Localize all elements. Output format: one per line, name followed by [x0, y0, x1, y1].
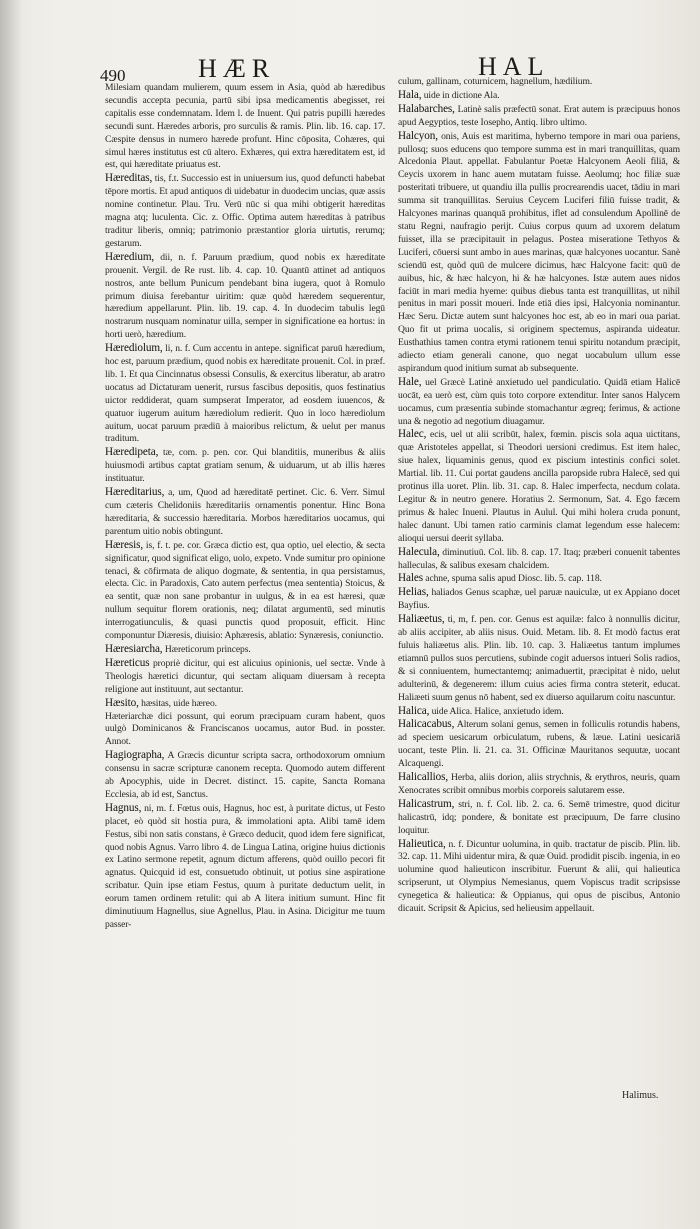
entry-definition: culum, gallinam, coturnicem, hagnellum, hædilium. — [398, 76, 593, 87]
entry-headword: Halecula, — [398, 545, 440, 558]
entry-headword: Hæredipeta, — [105, 446, 159, 459]
entry-definition: dii, n. f. Paruum prædium, quod nobis ex hæreditate prouenit. Vergil. de Re rust. lib. 4. cap. 10. Quantū attinet ad antiquos nostros, ante bellum Punicum pendebant bina iugera, quot à Romulo primum diuisa ferebantur uiritim: quæ quòd hæredem sequerentur, hæredium appellarunt. Plin. lib. 19. cap. 4. In duodecim tabulis legū nostrarum nusquam nominatur uilla, semper in significatione ea hortus: in horti uerò, hæredium. — [105, 251, 385, 341]
entry-headword: Hæreditas, — [105, 172, 153, 185]
entry-headword: Hæredium, — [105, 250, 155, 263]
dictionary-entry — [398, 376, 680, 429]
entry-definition: diminutiuū. Col. lib. 8. cap. 17. Itaq; præberi conuenit tabentes halleculas, & salibus exesam chalcidem. — [398, 546, 680, 571]
entry-headword: Halicallios, — [398, 771, 449, 784]
entry-definition: ti, m, f. pen. cor. Genus est aquilæ: falco à nonnullis dicitur, ab aliis accipiter, ab aliis nisus. Ouid. Metam. lib. 8. Et modò factus erat fuluis haliæetus alis. Plin. lib. 10. cap. 3. Haliæetus tantum implumes etiamnū pullos suos percutiens, subinde cogit aduersos intueri Solis radios, & si conniuentem, humectantemq; animaduertit, præcipitat è nido, uelut adulterinū, & degenerem: illum cuius acies firma contra steterit, educat. Haliæeti suum genus nō habent, sed ex diuerso aquilarum coitu nascuntur. — [398, 614, 680, 703]
dictionary-entry — [398, 130, 680, 376]
entry-headword: Hale, — [398, 375, 422, 388]
entry-definition: tis, f.t. Successio est in uniuersum ius, quod defuncti habebat tēpore mortis. Et apud antiquos di uidebatur in duodecim uncias, quæ assis nomine continetur. Plau. Tru. Verū nūc si qua mihi obtigerit hæreditas magna atq; luculenta. Cic. z. Offic. Optima autem hæreditas à patribus traditur liberis, omniq; patrimonio præstantior gloria uirtutis, rerumq; gestarum. — [105, 173, 385, 249]
entry-definition: propriè dicitur, qui est alicuius opinionis, uel sectæ. Vnde à Theologis hæretici dicuntur, qui sectam aliquam diuersam à recepta religione aut instituunt, aut sectantur. — [105, 657, 385, 695]
dictionary-entry — [398, 718, 680, 771]
entry-headword: Hales — [398, 572, 423, 585]
entry-definition: A Græcis dicuntur scripta sacra, orthodoxorum omnium consensu in sacræ scripturæ canonem recepta. Quomodo autem different ab Apocyphis, uide in Decret. distinct. 15. capite, Sancta Romana Ecclesia, ab id est, Sanctus. — [105, 750, 385, 800]
running-head-right: HAL — [478, 52, 550, 81]
page-number: 490 — [100, 66, 126, 85]
entry-definition: ecis, uel ut alii scribūt, halex, fœmin. piscis sola aqua uictitans, quæ Aristoteles appellat, si Theodori uersioni credimus. Est item halec, siue halex, liquaminis genus, quod ex piscium intestinis confici solet. Martial. lib. 11. Cui portat gaudens ancilla paropside rubra Halecē, sed qui protinus illa uoret. Plin. lib. 31. cap. 8. Halec imperfecta, necdum colata. Legitur & in neutro genere. Horatius 2. Sermonum, Sat. 4. Ego fæcem primus & halec Inueni. Plautus in Aulul. Qui mihi holera cruda ponunt, halec danunt. Ubi tamen ratio carminis clamat legendum esse halecem: alioqui uersui deerit syllaba. — [398, 429, 680, 544]
entry-definition: Latinè salis præfectū sonat. Erat autem is præcipuus honos apud Aegyptios, teste Iosepho, Antiq. libro ultimo. — [398, 103, 680, 128]
entry-headword: Hala, — [398, 88, 422, 101]
dictionary-entry — [105, 251, 385, 342]
dictionary-entry — [105, 342, 385, 446]
dictionary-entry — [398, 572, 680, 586]
catchword: Halimus. — [622, 1090, 659, 1101]
dictionary-entry — [398, 89, 680, 103]
dictionary-entry — [105, 539, 385, 643]
entry-headword: Halieutica, — [398, 837, 446, 850]
right-column — [398, 76, 680, 916]
dictionary-entry — [105, 446, 385, 486]
entry-definition: haliados Genus scaphæ, uel paruæ nauiculæ, ut ex Appiano docet Bayfius. — [398, 587, 680, 612]
entry-headword: Helias, — [398, 586, 429, 599]
entry-headword: Hagiographa, — [105, 749, 165, 762]
dictionary-entry — [105, 172, 385, 250]
entry-definition: ni, m. f. Fœtus ouis, Hagnus, hoc est, à puritate dictus, ut Festo placet, eò quòd sit hostia pura, & immolationi apta. Alibi tamē idem Festus, sibi non satis constans, è Græco deducit, quod idem fere significat, quod nobis Agnus. Varro libro 4. de Lingua Latina, origine huius dictionis ex Latino sermone repetit, agnum dictum afferens, quòd ouillo pecori fit agnatus. Quicquid id est, consuetudo obtinuit, ut potius sine aspiratione scribatur. Quin ipse etiam Festus, quum à puritate deductum uelit, in eorum tamen ordinem retulit: qui ab A litera initium sumunt. Hinc fit diminutiuum Hagnellus, siue Agnellus, Plau. in Asina. Dicigitur me tuum passer- — [105, 802, 385, 930]
dictionary-entry — [105, 82, 385, 172]
entry-definition: tæ, com. p. pen. cor. Qui blanditiis, muneribus & aliis huiusmodi artibus captat gratiam senum, & uiduarum, ut ab illis hæres instituatur. — [105, 447, 385, 485]
entry-definition: Alterum solani genus, semen in folliculis rotundis habens, ad speciem uesicarum orbiculatum, rubens, & læue. Latini uesicariā uocant, teste Plin. li. 21. ca. 31. Officinæ Mauritanos sequutæ, uocant Alcaquengi. — [398, 719, 680, 770]
entry-definition: uide Alica. Halice, anxietudo idem. — [431, 705, 564, 717]
entry-definition: Herba, aliis dorion, aliis strychnis, & erythros, neuris, quam Xenocrates scribit omnibus morbis corporeis salutarem esse. — [398, 772, 680, 796]
dictionary-entry — [105, 749, 385, 802]
entry-headword: Hagnus, — [105, 801, 142, 814]
dictionary-entry — [398, 76, 680, 89]
entry-headword: Halcyon, — [398, 129, 438, 142]
entry-headword: Hæresiarcha, — [105, 642, 163, 655]
dictionary-entry — [398, 838, 680, 916]
entry-definition: stri, n. f. Col. lib. 2. ca. 6. Semē trimestre, quod dicitur halicastrū, idq; pondere, & bonitate est præcipuum, De farre clusino loquitur. — [398, 798, 680, 836]
running-head-left: HÆR — [198, 54, 276, 83]
dictionary-entry — [398, 546, 680, 573]
entry-headword: Halec, — [398, 428, 427, 441]
entry-definition: li, n. f. Cum accentu in antepe. significat paruū hæredium, hoc est, paruum prædium, quod nobis ex hæreditate prouenit. Col. in præf. lib. 1. Et qua Cincinnatus obsessi Consulis, & exercitus liberatur, ab aratro uocatus ad Dictaturam uenerit, rursus fascibus depositis, quos festinatius uictor reddiderat, quam sumpserat Imperator, ad eosdem iuuencos, & quatuor iugerum auitum hærediolum redierit. Quo in loco hærediolum auitum, uocat paruum prædiū à maioribus relictum, & uelut per manus traditum. — [105, 343, 385, 445]
dictionary-entry — [105, 711, 385, 750]
entry-definition: onis, Auis est maritima, hyberno tempore in mari oua pariens, pullosq; suos educens quo tempore summa est in mari tranquillitas, quam Alcedonia Plaut. appellat. Fabulantur Poetæ Halcyonem Aeoli filiā, & Ceycis uxorem in hanc auem mutatam fuisse. Aeolumq; hoc filiæ suæ posteritati tribuere, ut quandiu illa pullis procrearendis uacet, tādiu in mari summa sit tranquillitas. Seruius Ceycem Luciferi filiū fuisse tradit, & Halcyones marinas quanquā prohibitus, iflet ad consulendum Apollinē de statu Regni, naufragio perijt. Cuius corpus quum ad uxorem delatum fuisset, illa se præcipitauit in pelagus. Postea miseratione Tethyos & Luciferi, cōuersi sunt ambo in aues marinas, quæ halcyones uocantur. Sanè sciendū est, quòd quū de mulcere dicimus, hæc Halcyone facit: quū de auibus, hic, & hæc halcyon, hi & hæ halcyones. Istæ autem aues nidos faciūt in mari media hyeme: quibus diebus tanta est tranquillitas, ut nihil penitus in mari possit moueri. Inde etiā dies ipsi, Halcyonia nominantur. Hæc Seru. Dictæ autem sunt halcyones hoc est, ab eo in mari oua pariat. Quo fit ut prima uocalis, si originem spectemus, aspiranda uideatur. Eusthathius tamen contra etymi rationem tenui spiritu notandum præcipit, adiecto etiam generali canone, quo negat uocabulum ullum esse aspirandum quod initium sumat ab subsequente. — [398, 130, 680, 374]
entry-headword: Hæsito, — [105, 696, 139, 709]
entry-headword: Hæreticus — [105, 656, 150, 669]
entry-definition: hæsitas, uide hæreo. — [141, 697, 217, 709]
entry-definition: n. f. Dicuntur uolumina, in quib. tractatur de piscib. Plin. lib. 32. cap. 11. Mihi uidentur mira, & quæ Ouid. prodidit piscib. ingenia, in eo uolumine quod halieuticon inscribitur. Fuerunt & alii, qui halieutica scripserunt, ut Olympius Nemesianus, quem Vopiscus tradit scripsisse cynegetica & halieutica: & Oppianus, qui opus de piscibus, Antonio dicauit. Scripsit & Apicius, sed helieusim appellauit. — [398, 838, 680, 915]
dictionary-entry — [398, 771, 680, 798]
gutter-shadow — [0, 0, 22, 1229]
dictionary-entry — [105, 657, 385, 697]
entry-definition: uel Græcè Latinè anxietudo uel pandiculatio. Quidā etiam Halicē uocāt, ea uerò est, cùm quis toto corpore extenditur. Inter sanos Halycem uocamus, cum præsentia subinde stomachantur ægreq; ferimus, & actione una & negotio ad negotium diuagamur. — [398, 376, 680, 427]
entry-headword: Hæresis, — [105, 538, 144, 551]
dictionary-entry — [105, 697, 385, 711]
dictionary-entry — [398, 798, 680, 838]
entry-headword: Halicastrum, — [398, 797, 455, 810]
entry-definition: uide in dictione Ala. — [423, 89, 500, 101]
entry-headword: Halicacabus, — [398, 718, 455, 731]
entry-definition: Milesiam quandam mulierem, quum essem in Asia, quòd ab hæredibus secundis accepta pecunia, partū sibi ipsa medicamentis abegisset, rei capitalis esse condemnatam. Idem l. de Inuent. Qui patris pupilli hæredes secundi sunt. Hæredes arboris, pro surculis & ramis. Plin. lib. 16. cap. 17. Cæspite densus in numero hærede profunt. Hinc cōposita, Cohæres, qui simul hæres institutus est cū altero. Exhæres, qui extra hæreditatem est, id est, qui hæreditate priuatus est. — [105, 82, 385, 171]
entry-definition: Hæreticorum princeps. — [164, 643, 251, 655]
dictionary-entry — [398, 613, 680, 704]
dictionary-entry — [398, 103, 680, 130]
dictionary-entry — [105, 802, 385, 932]
entry-headword: Halica, — [398, 704, 430, 717]
entry-definition: is, f. t. pe. cor. Græca dictio est, qua optio, uel electio, & secta significatur, quod significat eligo, uolo, expeto. Vnde sumitur pro opinione tenaci, & cōfirmata de aliquo dogmate, & sententia, in qua persistamus, electa. Cic. in Paradoxis, Cato autem perfectus (mea sententia) Stoicus, & ea sentit, quæ non sane probantur in uulgus, & in ea est hæresi, quæ nullum sequitur florem orationis, neq; dilatat argumentū, sed minutis interrogatiunculis, & quasi punctis quod proposuit, efficit. Hinc componuntur Diæresis, diuisio: Aphæresis, ablatio: Synæresis, coniunctio. — [105, 539, 385, 642]
entry-headword: Hærediolum, — [105, 342, 163, 355]
entry-definition: achne, spuma salis apud Diosc. lib. 5. cap. 118. — [425, 573, 602, 585]
entry-headword: Haliæetus, — [398, 613, 445, 626]
dictionary-entry — [398, 586, 680, 613]
dictionary-entry — [398, 705, 680, 719]
left-column — [105, 82, 385, 932]
entry-headword: Hæreditarius, — [105, 486, 165, 499]
dictionary-entry — [105, 643, 385, 657]
entry-definition: Hæteriarchæ dici possunt, qui eorum præcipuam curam habent, quos uulgò Dominicanos & Franciscanos uocamus, autor Bud. in posster. Annot. — [105, 710, 385, 748]
entry-headword: Halabarches, — [398, 102, 455, 115]
dictionary-entry — [398, 428, 680, 545]
entry-definition: a, um, Quod ad hæreditatē pertinet. Cic. 6. Verr. Simul cum cæteris Chelidoniis hæreditariis ornamentis ponentur. Hinc Bona hæreditaria, & successio hæreditaria. Morbos hæreditarios uocamus, qui parentum uitio nobis obtingunt. — [105, 487, 385, 537]
dictionary-entry — [105, 486, 385, 539]
